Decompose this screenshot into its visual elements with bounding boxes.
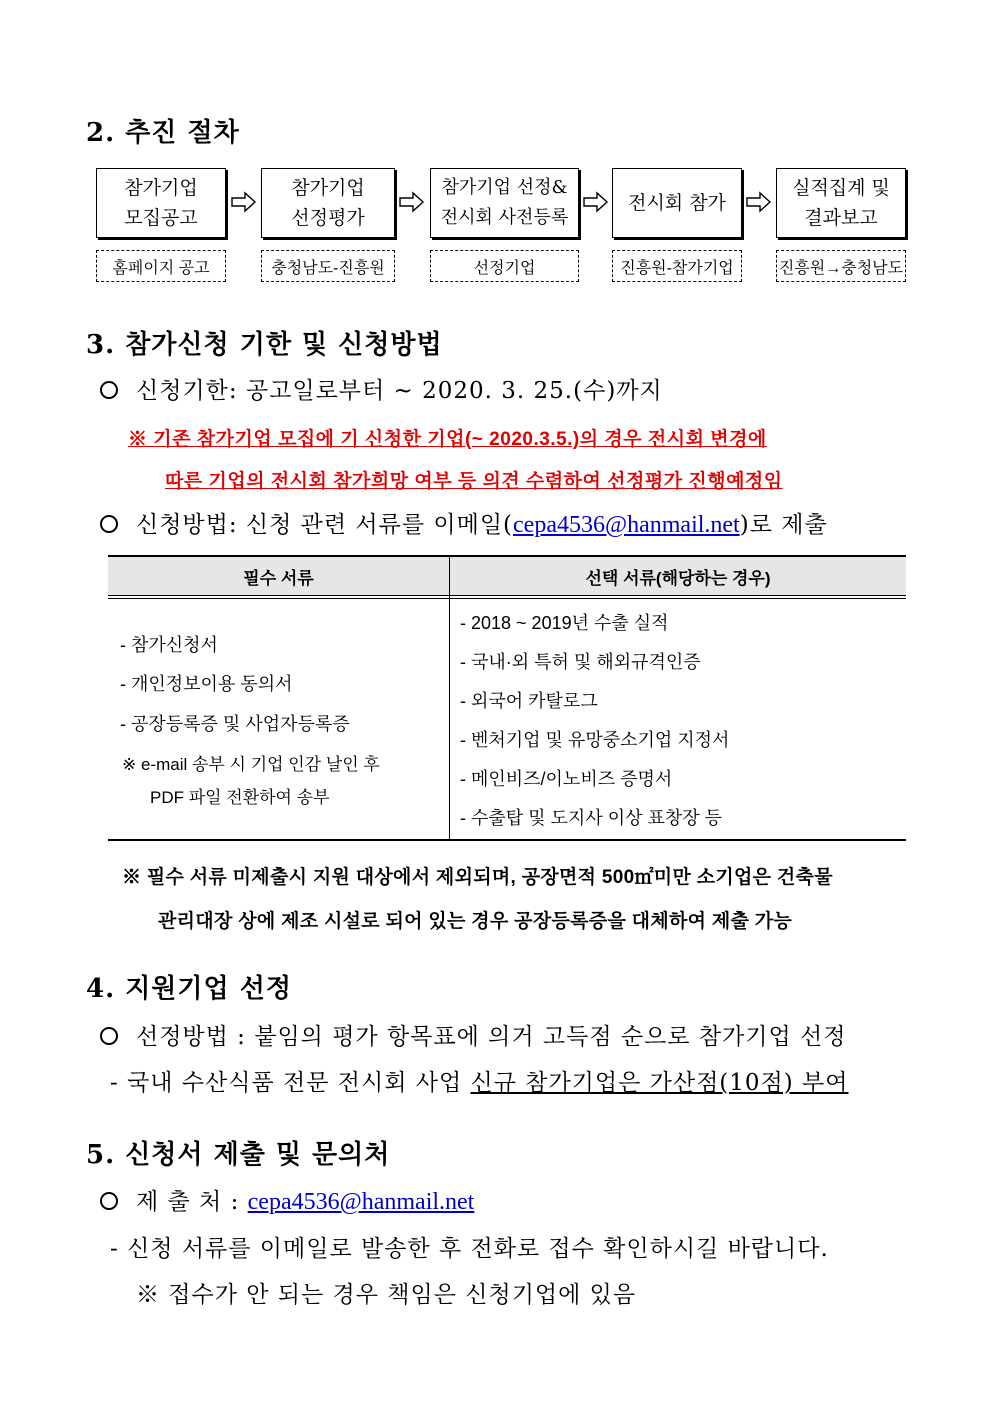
flow-step-2: 참가기업 선정평가	[261, 168, 395, 238]
deadline-line	[100, 372, 663, 405]
optional-item-6: - 수출탑 및 도지사 이상 표창장 등	[460, 808, 723, 828]
method-line	[100, 506, 828, 539]
notice-line-2: 따른 기업의 전시회 참가희망 여부 등 의견 수렴하여 선정평가 진행예정임	[165, 471, 783, 492]
circle-bullet-icon	[100, 515, 118, 533]
bonus-underlined-text: 신규 참가기업은 가산점(10점) 부여	[470, 1070, 849, 1096]
section-5-title: 5. 신청서 제출 및 문의처	[86, 1140, 391, 1170]
section-2-title: 2. 추진 절차	[86, 118, 240, 148]
table-header-divider	[108, 595, 906, 599]
method-email-link[interactable]: cepa4536@hanmail.net	[513, 512, 740, 538]
flow-step-1-actor: 홈페이지 공고	[96, 250, 226, 282]
circle-bullet-icon	[100, 1192, 118, 1210]
flow-arrow-icon	[231, 190, 257, 214]
optional-item-5: - 메인비즈/이노비즈 증명서	[460, 769, 673, 789]
optional-item-4: - 벤처기업 및 유망중소기업 지정서	[460, 730, 730, 750]
col-required-header: 필수 서류	[108, 557, 449, 595]
method-suffix: )로 제출	[739, 512, 828, 538]
section-3-title: 3. 참가신청 기한 및 신청방법	[86, 330, 443, 360]
bonus-text: - 국내 수산식품 전문 전시회 사업	[110, 1070, 471, 1096]
submit-line	[100, 1183, 474, 1216]
table-column-divider	[449, 557, 450, 839]
responsibility-note: ※ 접수가 안 되는 경우 책임은 신청기업에 있음	[136, 1282, 637, 1308]
required-note-1: ※ e-mail 송부 시 기업 인감 날인 후	[122, 755, 380, 774]
col-optional-header: 선택 서류(해당하는 경우)	[450, 557, 906, 595]
documents-note-line-1: ※ 필수 서류 미제출시 지원 대상에서 제외되며, 공장면적 500㎡미만 소기업은 건축물	[122, 867, 833, 888]
selection-method-line	[100, 1018, 846, 1051]
flow-step-2-actor: 충청남도-진흥원	[261, 250, 395, 282]
required-note-2: PDF 파일 전환하여 송부	[150, 788, 330, 807]
circle-bullet-icon	[100, 381, 118, 399]
flow-step-4-actor: 진흥원-참가기업	[612, 250, 742, 282]
flow-arrow-icon	[399, 190, 425, 214]
flow-step-4: 전시회 참가	[612, 168, 742, 238]
method-text: 신청방법: 신청 관련 서류를 이메일(	[136, 512, 514, 538]
deadline-text: 신청기한: 공고일로부터 ~ 2020. 3. 25.(수)까지	[136, 378, 663, 404]
flow-arrow-icon	[746, 190, 772, 214]
documents-note-line-2: 관리대장 상에 제조 시설로 되어 있는 경우 공장등록증을 대체하여 제출 가능	[158, 911, 793, 932]
flow-step-3: 참가기업 선정& 전시회 사전등록	[430, 168, 579, 238]
section-4-title: 4. 지원기업 선정	[86, 974, 292, 1004]
flow-step-5: 실적집계 및 결과보고	[776, 168, 906, 238]
circle-bullet-icon	[100, 1027, 118, 1045]
selection-method-text: 선정방법 : 붙임의 평가 항목표에 의거 고득점 순으로 참가기업 선정	[136, 1024, 847, 1050]
optional-item-1: - 2018 ~ 2019년 수출 실적	[460, 613, 669, 633]
submit-label: 제 출 처 :	[136, 1189, 248, 1215]
required-item-2: - 개인정보이용 동의서	[120, 674, 293, 694]
optional-item-2: - 국내·외 특허 및 해외규격인증	[460, 652, 701, 672]
flow-arrow-icon	[583, 190, 609, 214]
optional-item-3: - 외국어 카탈로그	[460, 691, 598, 711]
documents-table	[108, 555, 906, 841]
flow-step-3-actor: 선정기업	[430, 250, 579, 282]
notice-line-1: ※ 기존 참가기업 모집에 기 신청한 기업(~ 2020.3.5.)의 경우 전시회 변경에	[128, 429, 767, 450]
submit-email-link[interactable]: cepa4536@hanmail.net	[247, 1189, 475, 1215]
flow-step-1: 참가기업 모집공고	[96, 168, 226, 238]
instruction-line: - 신청 서류를 이메일로 발송한 후 전화로 접수 확인하시길 바랍니다.	[110, 1236, 829, 1262]
bonus-line	[110, 1064, 848, 1097]
required-item-3: - 공장등록증 및 사업자등록증	[120, 714, 350, 734]
flow-step-5-actor: 진흥원→충청남도	[776, 250, 906, 282]
required-item-1: - 참가신청서	[120, 635, 218, 655]
